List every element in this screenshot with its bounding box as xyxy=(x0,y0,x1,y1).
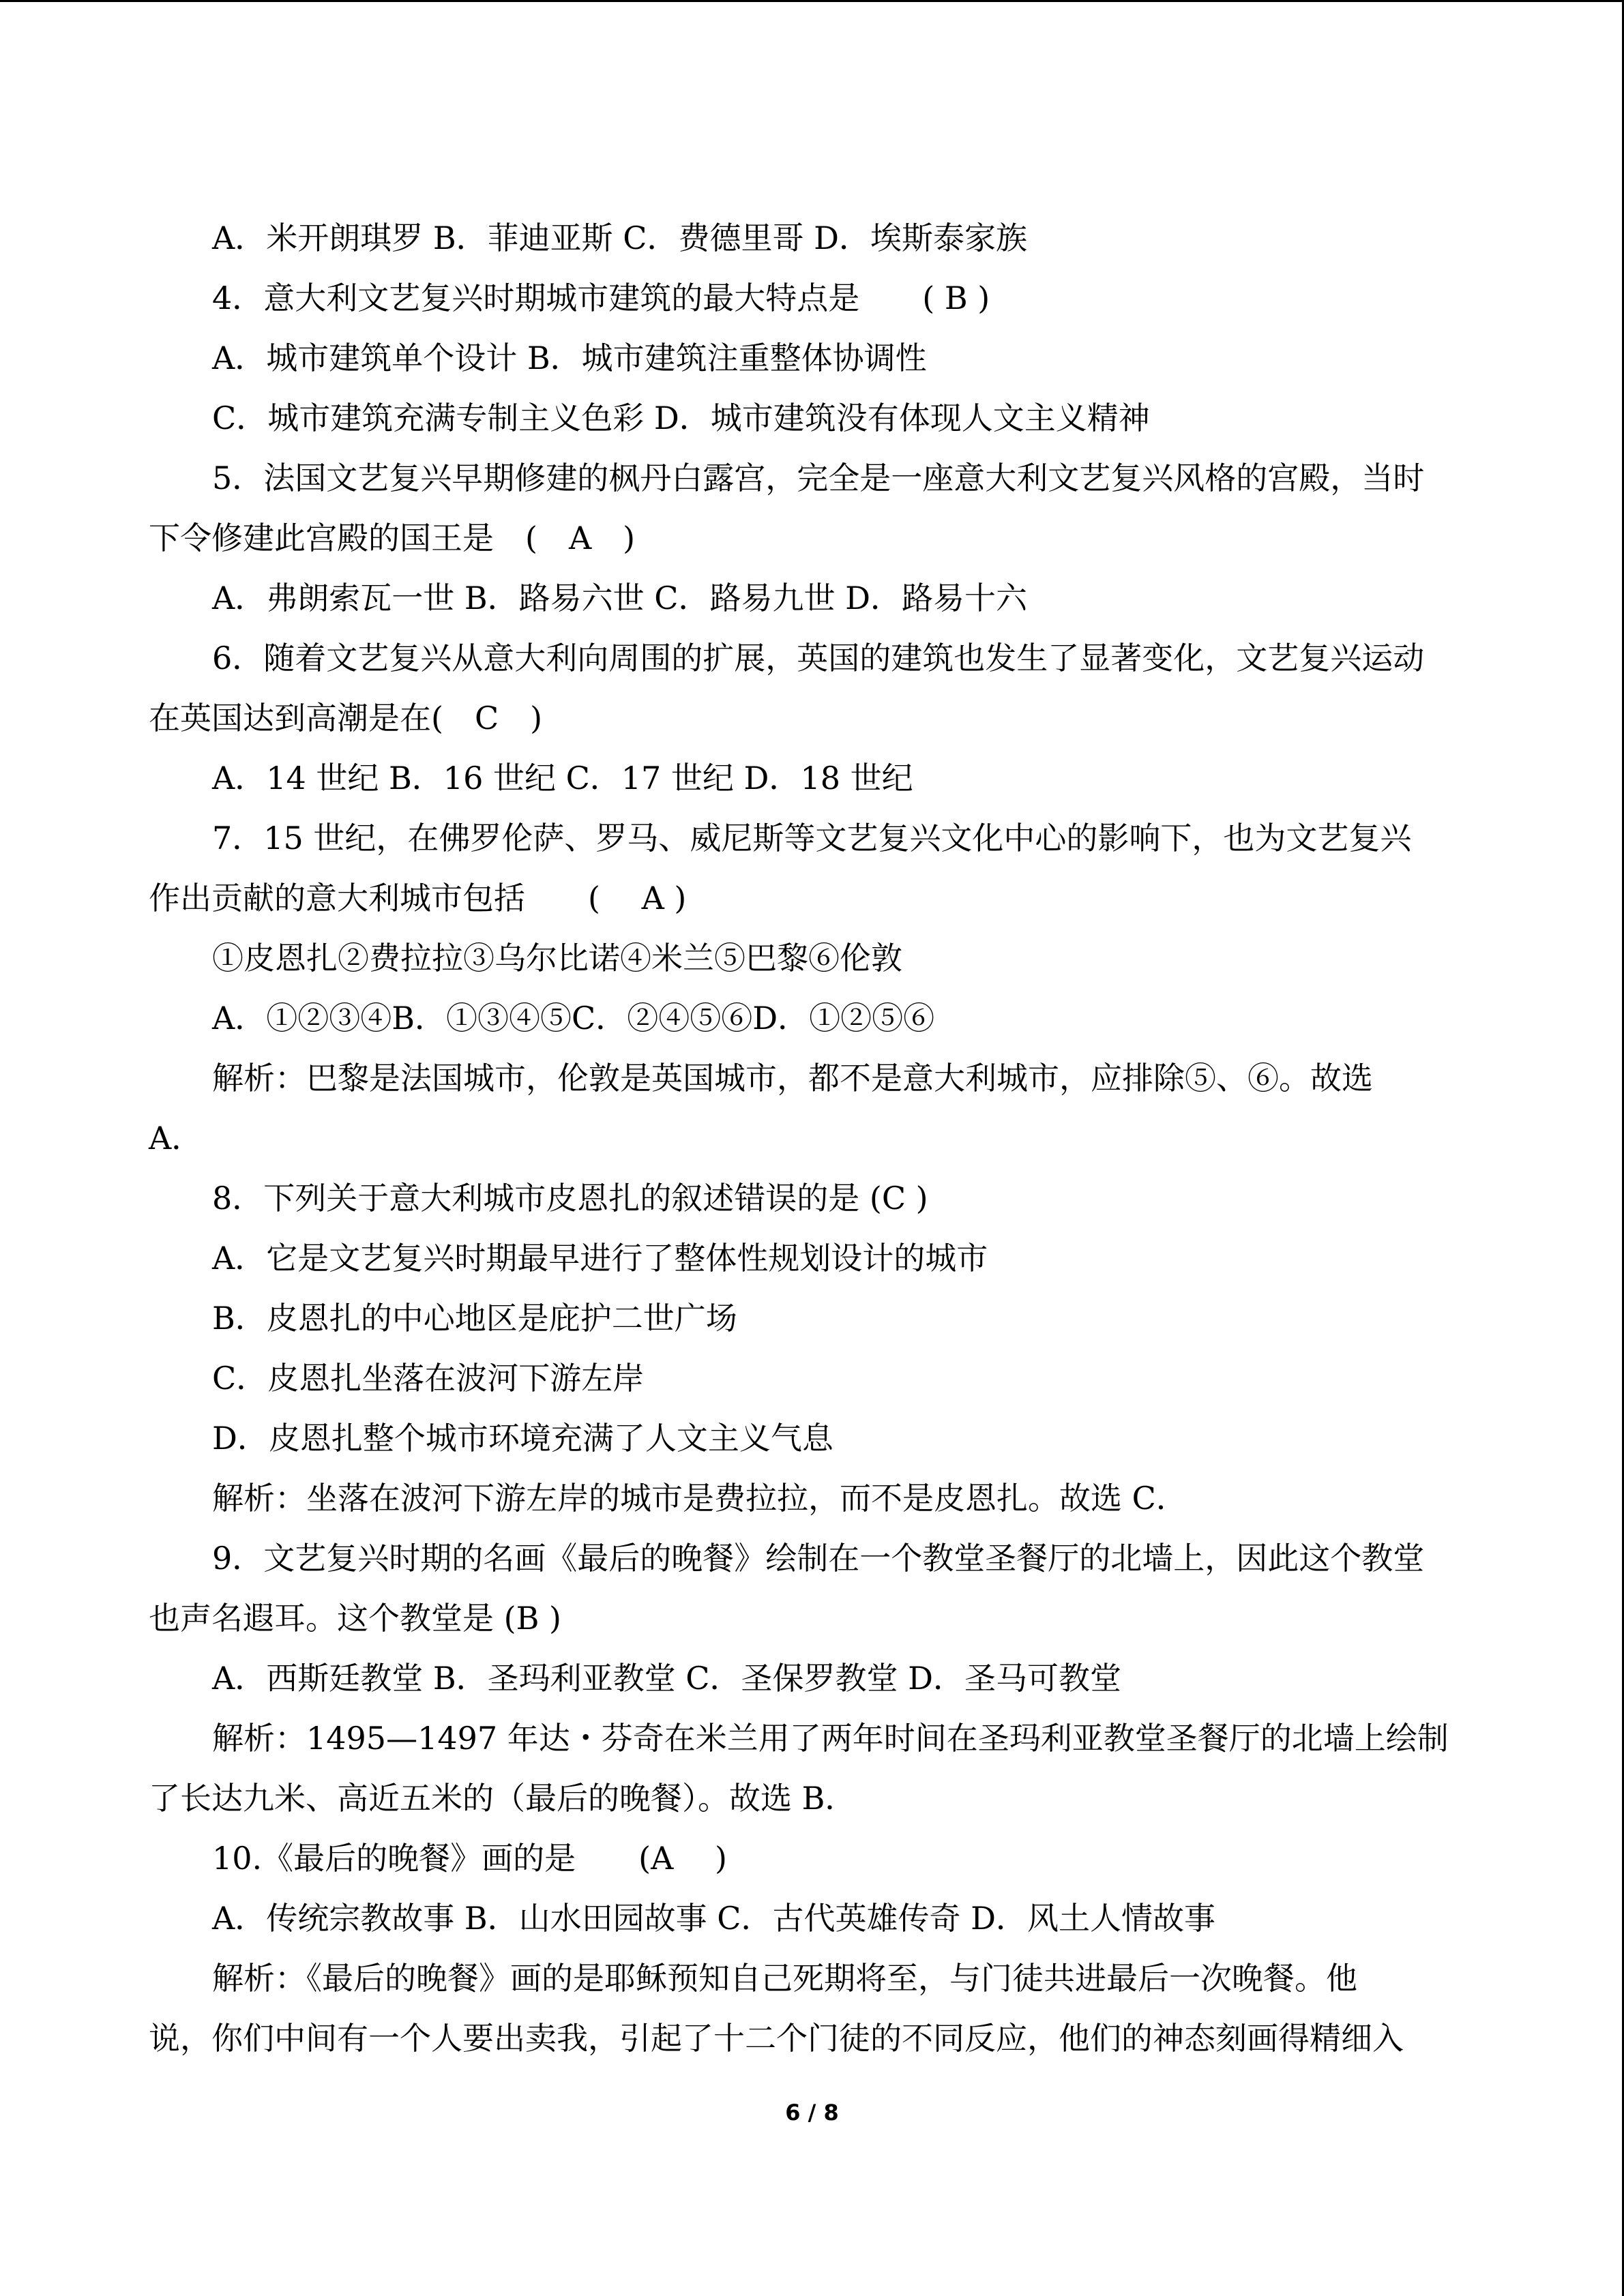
top-border-line xyxy=(0,0,1624,2)
text-line: A． xyxy=(149,1120,203,1157)
text-line: 下令修建此宫殿的国王是 ( A ) xyxy=(149,520,636,556)
text-line: 解析：坐落在波河下游左岸的城市是费拉拉，而不是皮恩扎。故选 C． xyxy=(212,1480,1187,1517)
text-line: C．城市建筑充满专制主义色彩 D．城市建筑没有体现人文主义精神 xyxy=(212,400,1150,436)
text-line: A．西斯廷教堂 B．圣玛利亚教堂 C．圣保罗教堂 D．圣马可教堂 xyxy=(212,1660,1121,1697)
text-line: A．城市建筑单个设计 B．城市建筑注重整体协调性 xyxy=(212,340,927,376)
text-line: 解析：1495—1497 年达・芬奇在米兰用了两年时间在圣玛利亚教堂圣餐厅的北墙上绘制 xyxy=(212,1720,1449,1757)
text-line: 解析：巴黎是法国城市，伦敦是英国城市，都不是意大利城市，应排除⑤、⑥。故选 xyxy=(212,1060,1373,1097)
text-line: 了长达九米、高近五米的（最后的晚餐）。故选 B． xyxy=(149,1780,857,1817)
text-line: 7．15 世纪，在佛罗伦萨、罗马、威尼斯等文艺复兴文化中心的影响下，也为文艺复兴 xyxy=(212,820,1412,856)
text-line: A．弗朗索瓦一世 B．路易六世 C．路易九世 D．路易十六 xyxy=(212,580,1027,616)
text-line: ①皮恩扎②费拉拉③乌尔比诺④米兰⑤巴黎⑥伦敦 xyxy=(212,940,902,976)
text-line: 作出贡献的意大利城市包括 ( A ) xyxy=(149,880,687,916)
document-body xyxy=(149,208,1475,2068)
text-line: B．皮恩扎的中心地区是庇护二世广场 xyxy=(212,1300,737,1337)
text-line: A．①②③④B．①③④⑤C．②④⑤⑥D．①②⑤⑥ xyxy=(212,1000,935,1037)
text-line: 8．下列关于意大利城市皮恩扎的叙述错误的是 (C ) xyxy=(212,1180,928,1217)
text-line: A．它是文艺复兴时期最早进行了整体性规划设计的城市 xyxy=(212,1240,988,1277)
text-line: 10.《最后的晚餐》画的是 (A ) xyxy=(212,1840,727,1877)
text-line: 6．随着文艺复兴从意大利向周围的扩展，英国的建筑也发生了显著变化，文艺复兴运动 xyxy=(212,640,1425,676)
text-line: A．传统宗教故事 B．山水田园故事 C．古代英雄传奇 D．风土人情故事 xyxy=(212,1900,1215,1937)
text-line: A．米开朗琪罗 B．菲迪亚斯 C．费德里哥 D．埃斯泰家族 xyxy=(212,220,1027,256)
text-line: 在英国达到高潮是在( C ) xyxy=(149,700,543,736)
page-number: 6 / 8 xyxy=(785,2100,839,2126)
text-line: 5．法国文艺复兴早期修建的枫丹白露宫，完全是一座意大利文艺复兴风格的宫殿，当时 xyxy=(212,460,1425,496)
text-line: 也声名遐耳。这个教堂是 (B ) xyxy=(149,1600,561,1637)
text-line: D．皮恩扎整个城市环境充满了人文主义气息 xyxy=(212,1420,833,1457)
text-line: 4．意大利文艺复兴时期城市建筑的最大特点是 ( B ) xyxy=(212,280,990,316)
text-line: 解析：《最后的晚餐》画的是耶稣预知自己死期将至，与门徒共进最后一次晚餐。他 xyxy=(212,1960,1357,1997)
text-line: A．14 世纪 B．16 世纪 C．17 世纪 D．18 世纪 xyxy=(212,760,913,796)
text-line: 说，你们中间有一个人要出卖我，引起了十二个门徒的不同反应，他们的神态刻画得精细入 xyxy=(149,2020,1404,2057)
text-line: C．皮恩扎坐落在波河下游左岸 xyxy=(212,1360,645,1397)
text-line: 9．文艺复兴时期的名画《最后的晚餐》绘制在一个教堂圣餐厅的北墙上，因此这个教堂 xyxy=(212,1540,1425,1577)
